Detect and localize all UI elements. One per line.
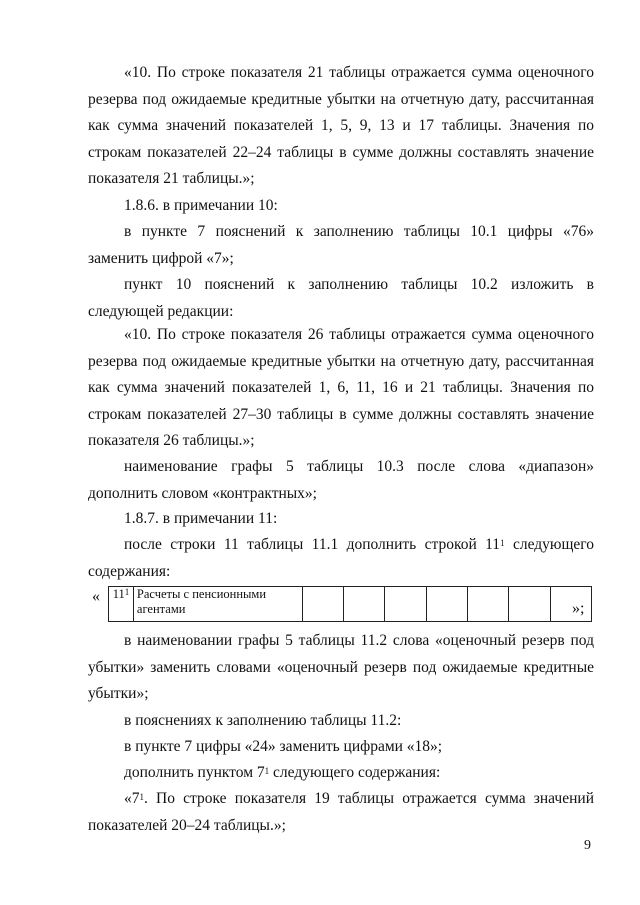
row-number: 11 [112, 587, 125, 601]
row-label-cell: Расчеты с пенсионными агентами [133, 587, 302, 622]
superscript: 1 [500, 538, 505, 548]
row-table [108, 586, 592, 622]
paragraph-add-point-7-1 [88, 760, 594, 787]
paragraph-1-8-6: 1.8.6. в примечании 10: [124, 197, 278, 214]
paragraph-1-8-7: 1.8.7. в примечании 11: [124, 510, 278, 527]
paragraph-text: следующего содержания: [88, 536, 594, 580]
paragraph-text: после строки 11 таблицы 11.1 дополнить строкой 11 [124, 536, 501, 553]
empty-cell [550, 587, 591, 622]
empty-cell [385, 587, 426, 622]
inserted-table-row [92, 586, 592, 622]
paragraph-text: . По строке показателя 19 таблицы отражается сумма значений показателей 20–24 таблицы.»; [88, 790, 594, 834]
paragraph-point-10-table-26: «10. По строке показателя 26 таблицы отражается сумма оценочного резерва под ожидаемые кредитные убытки на отчетную дату, рассчитанная как сумма значений показателей 1, 6, 11, 16 и 21 таблицы. Значения по строкам показателей 27–30 таблицы в сумме должны составлять значение показателя 26 таблицы.»; [88, 326, 594, 449]
row-number-cell [109, 587, 134, 622]
quote-open: « [92, 588, 100, 605]
paragraph-table-10-3: наименование графы 5 таблицы 10.3 после слова «диапазон» дополнить словом «контрактных»; [88, 458, 594, 502]
paragraph-table-10-1: в пункте 7 пояснений к заполнению таблицы 10.1 цифры «76» заменить цифрой «7»; [88, 223, 594, 267]
superscript: 1 [124, 587, 130, 597]
paragraph-point-7: в пункте 7 цифры «24» заменить цифрами «18»; [124, 738, 443, 755]
quote-close: »; [572, 600, 585, 617]
paragraph-text: дополнить пунктом 7 [124, 764, 265, 781]
paragraph-table-10-2: пункт 10 пояснений к заполнению таблицы 10.2 изложить в следующей редакции: [88, 276, 594, 320]
empty-cell [426, 587, 467, 622]
page-number: 9 [584, 838, 591, 853]
paragraph-notes-11-2: в пояснениях к заполнению таблицы 11.2: [124, 712, 402, 729]
paragraph-table-11-2-graph-5: в наименовании графы 5 таблицы 11.2 слова «оценочный резерв под убытки» заменить словами «оценочный резерв под ожидаемые кредитные убытки»; [88, 632, 594, 702]
empty-cell [343, 587, 384, 622]
paragraph-text: «7 [124, 790, 140, 807]
empty-cell [302, 587, 343, 622]
paragraph-text: следующего содержания: [269, 764, 441, 781]
empty-cell [509, 587, 550, 622]
paragraph-point-10-table-21: «10. По строке показателя 21 таблицы отражается сумма оценочного резерва под ожидаемые кредитные убытки на отчетную дату, рассчитанная как сумма значений показателей 1, 5, 9, 13 и 17 таблицы. Значения по строкам показателей 22–24 таблицы в сумме должны составлять значение показателя 21 таблицы.»; [88, 64, 594, 187]
paragraph-table-11-1 [88, 532, 594, 585]
empty-cell [467, 587, 508, 622]
superscript: 1 [139, 792, 144, 802]
superscript: 1 [264, 766, 270, 776]
table-row [109, 587, 592, 622]
paragraph-point-7-1 [88, 786, 594, 839]
